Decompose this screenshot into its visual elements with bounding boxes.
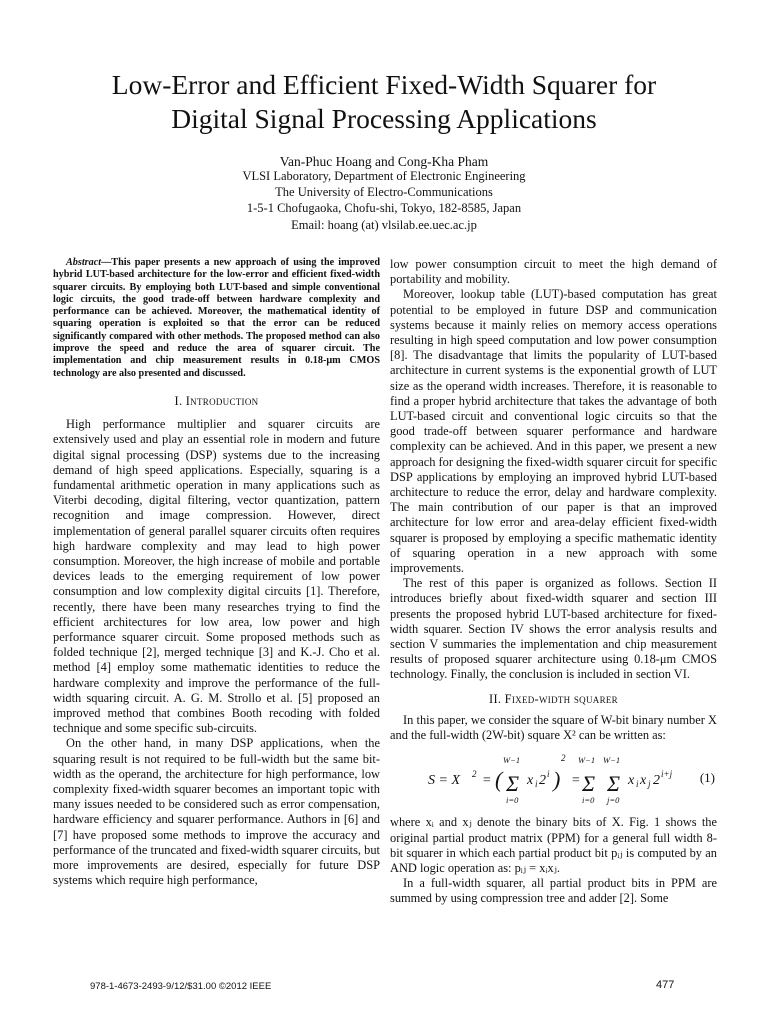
eq-sum1-sigma: Σ — [506, 771, 520, 797]
equation-1-graphic — [390, 749, 717, 809]
eq-sum3-sigma: Σ — [607, 771, 621, 797]
section-heading-introduction: I. Introduction — [174, 393, 259, 408]
section-heading-fixed-width-squarer: II. Fixed-width squarer — [489, 691, 618, 706]
intro-paragraph-1: High performance multiplier and squarer circuits are extensively used and play an essential role in modern and future digital signal processing (DSP) systems due to the increasing demand of high speed applications. Especially, squaring is a fundamental arithmetic operation in many applications such as Viterbi decoding, digital filtering, vector quantization, pattern recognition and image compression. However, direct implementation of general parallel squarer circuits often requires high hardware complexity and may lead to high power consumption. Moreover, the high increase of mobile and portable devices leads to the emerging requirement of low power consumption and low complexity digital circuits [1]. Therefore, recently, there have been many researches trying to find the efficient architectures for low area, low power and high performance squarer circuit. Some proposed methods such as folded technique [2], merged technique [3] and K.-J. Cho et al. method [4] employ some mathematic identities to reduce the hardware complexity and improve the performance of the full-width squaring circuit. A. G. M. Strollo et al. [5] proposed an improved method that combines Booth recoding with folded technique and some specific sub-circuits. — [53, 417, 380, 736]
affiliation-university: The University of Electro-Communications — [275, 185, 493, 200]
abstract-text: This paper presents a new approach of using the improved hybrid LUT-based architecture for the low-error and efficient fixed-width squarer circuits. By employing both LUT-based and simple conventional logic circuits, the good trade-off between hardware complexity and performance can be achieved. Moreover, the mathematical identity of squaring operation is exploited so that the error can be reduced significantly compared with other methods. The proposed method can also improve the speed and reduce the area of squarer circuit. The implementation and chip measurement results in 0.18-μm CMOS technology are also presented and discussed. — [53, 257, 380, 379]
right-paragraph-2: Moreover, lookup table (LUT)-based computation has great potential to be employed in future DSP and communication systems because it mainly relies on memory access operations resulting in high speed computation and low power consumption [8]. The disadvantage that limits the popularity of LUT-based architecture in current systems is the exponential growth of LUT size as the operand width increases. Therefore, it is reasonable to find a proper hybrid architecture that takes the advantage of both LUT-based circuit and conventional logic circuits so that the good trade-off between squarer performance and hardware complexity can be achieved. And in this paper, we present a new approach for designing the fixed-width squarer circuit for specific DSP applications by employing an improved hybrid LUT-based architecture to reduce the error, delay and hardware complexity. The main contribution of our paper is that an improved architecture for low error and area-delay efficient fixed-width squarer is proposed by employing a specific mathematic identity of squaring operation in a new approach with some improvements. — [390, 287, 717, 576]
eq-outer-power: 2 — [561, 753, 566, 764]
eq-term1-sub: i — [535, 779, 538, 790]
footer-isbn: 978-1-4673-2493-9/12/$31.00 ©2012 IEEE — [90, 981, 272, 992]
eq-left-paren: ( — [495, 767, 503, 793]
title-line-1: Low-Error and Efficient Fixed-Width Squarer for — [111, 69, 657, 100]
eq-sum2-bottom: i=0 — [582, 795, 595, 806]
page-number: 477 — [656, 979, 675, 991]
right-paragraph-3: The rest of this paper is organized as follows. Section II introduces briefly about fixed-width squarer and section III presents the proposed hybrid LUT-based architecture for fixed-width squarer. Section IV shows the error analysis results and section V summaries the implementation and chip measurement results of proposed squarer architecture using 0.18-μm CMOS technology. Finally, the conclusion is included in section VI. — [390, 576, 717, 682]
affiliation-block — [40, 168, 728, 233]
eq-equals-2: = — [571, 773, 581, 789]
eq-term2-exp: i+j — [661, 769, 673, 780]
eq-term2-sub-i: i — [636, 779, 639, 790]
eq-lhs-power: 2 — [472, 769, 477, 780]
eq-term2-xi: x — [628, 773, 635, 789]
equation-number: (1) — [699, 770, 715, 786]
sec2-paragraph-2: where xᵢ and xⱼ denote the binary bits of X. Fig. 1 shows the original partial product matrix (PPM) for a general full width 8-bit squarer in which each partial product bit pᵢⱼ is computed by an AND logic operation as: pᵢⱼ = xᵢxⱼ. — [390, 815, 717, 875]
right-paragraph-1: low power consumption circuit to meet the high demand of portability and mobility. — [390, 257, 717, 287]
eq-sum3-top: W−1 — [603, 755, 621, 766]
right-column — [390, 257, 717, 907]
left-column — [53, 257, 380, 888]
eq-term2-sub-j: j — [648, 779, 651, 790]
affiliation-email: Email: hoang (at) vlsilab.ee.uec.ac.jp — [291, 217, 477, 232]
abstract-label: Abstract — [66, 257, 102, 268]
abstract-dash: — — [101, 257, 112, 268]
eq-sum3-bottom: j=0 — [607, 795, 620, 806]
affiliation-lab: VLSI Laboratory, Department of Electronic Engineering — [242, 169, 526, 183]
eq-sum2-top: W−1 — [578, 755, 596, 766]
eq-equals-1: = — [482, 773, 492, 789]
intro-paragraph-2: On the other hand, in many DSP applications, when the squaring result is not required to be full-width but the same bit-width as the operand, the architecture for high performance, low complexity fixed-width squarer becomes an important topic with many issues needed to be considered such as error compensation, hardware efficiency and squarer performance. Authors in [6] and [7] have proposed some methods to improve the accuracy and performance of the truncated and fixed-width squarer circuits, but more improvements are desired, especially for future DSP systems which require high performance, — [53, 736, 380, 888]
affiliation-address: 1-5-1 Chofugaoka, Chofu-shi, Tokyo, 182-8585, Japan — [246, 201, 522, 216]
eq-term1-two: 2 — [539, 773, 546, 789]
eq-term2-two: 2 — [653, 773, 660, 789]
eq-term1-x: x — [527, 773, 534, 789]
eq-right-paren: ) — [553, 767, 561, 793]
sec2-paragraph-1: In this paper, we consider the square of W-bit binary number X and the full-width (2W-bit) square X² can be written as: — [390, 712, 717, 743]
equation-1 — [390, 749, 717, 809]
eq-sum1-bottom: i=0 — [506, 795, 519, 806]
sec2-paragraph-3: In a full-width squarer, all partial product bits in PPM are summed by using compression tree and adder [2]. Some — [390, 876, 717, 906]
title-line-2: Digital Signal Processing Applications — [171, 103, 597, 134]
abstract — [53, 257, 380, 380]
eq-lhs: S = X — [428, 773, 460, 789]
paper-title — [40, 68, 728, 136]
eq-sum2-sigma: Σ — [582, 771, 596, 797]
eq-term2-xj: x — [640, 773, 647, 789]
authors: Van-Phuc Hoang and Cong-Kha Pham — [279, 154, 489, 169]
eq-term1-exp: i — [547, 769, 550, 780]
eq-sum1-top: W−1 — [503, 755, 521, 766]
